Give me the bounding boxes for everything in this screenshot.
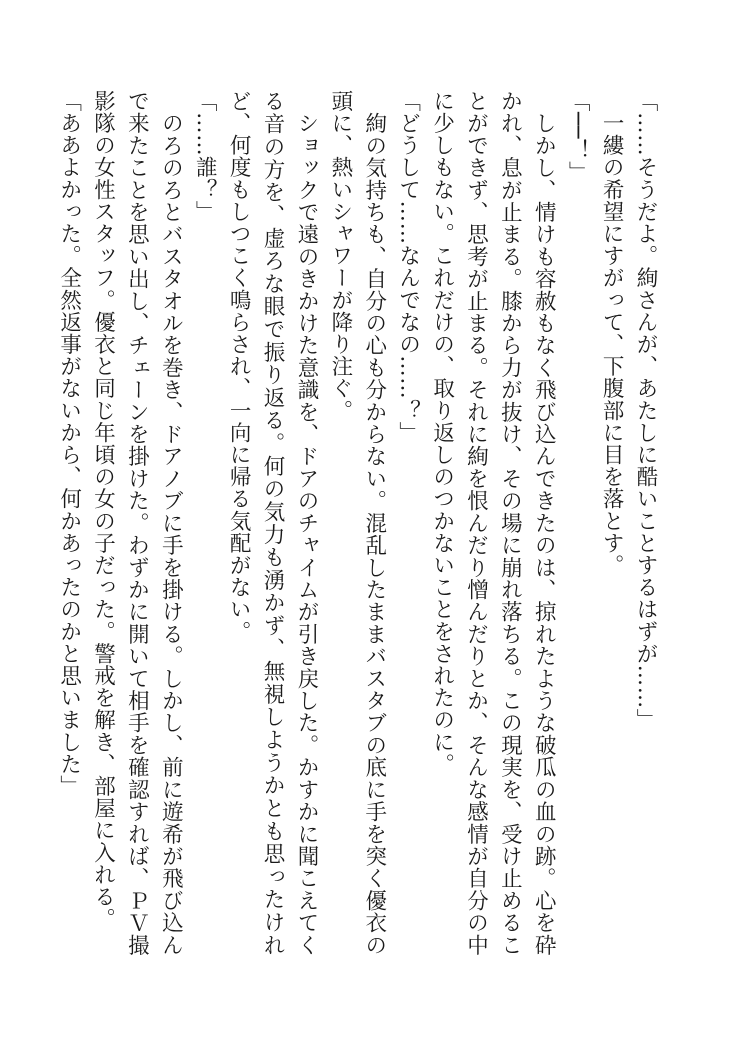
paragraph-8: 「……誰？」 [192,90,218,223]
paragraph-2: 一縷の希望にすがって、下腹部に目を落とす。 [599,90,625,577]
paragraph-7: ショックで遠のきかけた意識を、ドアのチャイムが引き戻した。かすかに聞こえてくる音の方を、虚ろな眼で振り返る。何の気力も湧かず、無視しようかとも思ったけれど、何度もしつこく鳴らされ、一向に帰る気配がない。 [226,90,319,956]
paragraph-10: 「ああよかった。全然返事がないから、何かあったのかと思いました」 [56,90,82,798]
paragraph-3: 「──！」 [565,90,591,184]
paragraph-1: 「……そうだよ。絢さんが、あたしに酷いことするはずが……」 [633,90,658,731]
vertical-text-body [56,90,662,956]
paragraph-6: 絢の気持ちも、自分の心も分からない。混乱したままバスタブの底に手を突く優衣の頭に、熱いシャワーが降り注ぐ。 [327,90,387,956]
paragraph-4: しかし、情けも容赦もなく飛び込んできたのは、掠れたような破瓜の血の跡。心を砕かれ、息が止まる。膝から力が抜け、その場に崩れ落ちる。この現実を、受け止めることができず、思考が止まる。それに絢を恨んだり憎んだりとか、そんな感情が自分の中に少しもない。これだけの、取り返しのつかないことをされたのに。 [429,90,557,956]
paragraph-9: のろのろとバスタオルを巻き、ドアノブに手を掛ける。しかし、前に遊希が飛び込んで来たことを思い出し、チェーンを掛けた。わずかに開いて相手を確認すれば、ＰＶ撮影隊の女性スタッフ。優衣と同じ年頃の女の子だった。警戒を解き、部屋に入れる。 [90,90,184,956]
paragraph-5: 「どうして……なんでなの……？」 [395,90,421,444]
